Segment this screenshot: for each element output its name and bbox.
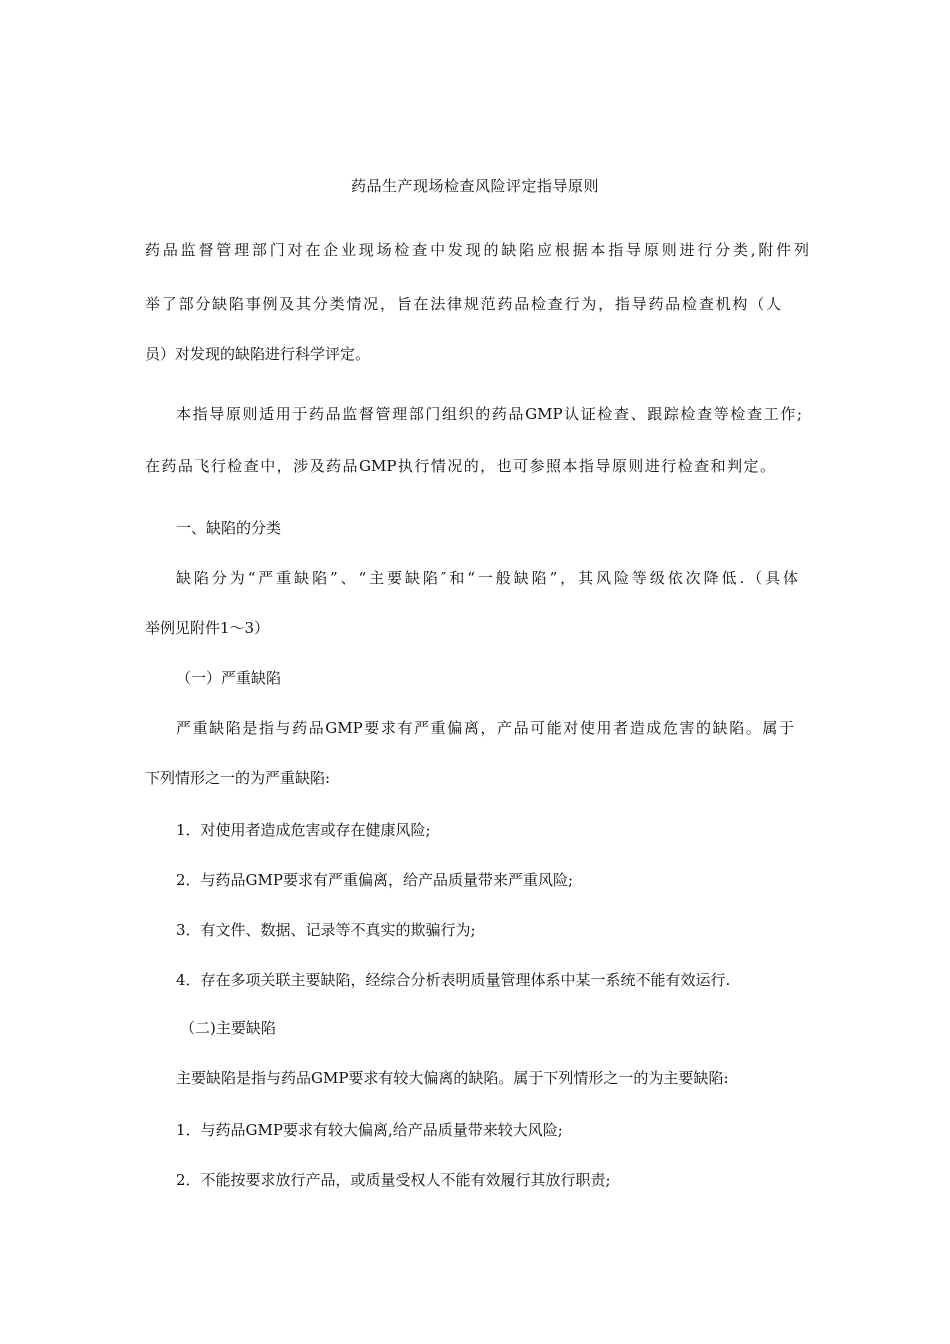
paragraph-3-line-1: 缺陷分为“严重缺陷”、“主要缺陷″和“一般缺陷”，其风险等级依次降低.（具体	[176, 569, 798, 587]
paragraph-1-line-3: 员）对发现的缺陷进行科学评定。	[145, 345, 371, 363]
paragraph-1-line-1: 药品监督管理部门对在企业现场检查中发现的缺陷应根据本指导原则进行分类,附件列	[145, 241, 809, 259]
section-heading-defect-classification: 一、缺陷的分类	[176, 519, 282, 537]
paragraph-2-line-2: 在药品飞行检查中，涉及药品GMP执行情况的，也可参照本指导原则进行检查和判定。	[145, 457, 775, 475]
paragraph-5: 主要缺陷是指与药品GMP要求有较大偏离的缺陷。属于下列情形之一的为主要缺陷:	[176, 1069, 729, 1087]
subsection-heading-major-defects: （二)主要缺陷	[180, 1019, 276, 1037]
subsection-heading-severe-defects: （一）严重缺陷	[176, 669, 282, 687]
severe-item-1: 1．对使用者造成危害或存在健康风险;	[176, 821, 431, 839]
paragraph-4-line-2: 下列情形之一的为严重缺陷:	[145, 769, 331, 787]
major-item-2: 2．不能按要求放行产品，或质量受权人不能有效履行其放行职责;	[176, 1171, 611, 1189]
paragraph-4-line-1: 严重缺陷是指与药品GMP要求有严重偏离，产品可能对使用者造成危害的缺陷。属于	[176, 719, 794, 737]
paragraph-1-line-2: 举了部分缺陷事例及其分类情况，旨在法律规范药品检查行为，指导药品检查机构（人	[145, 295, 781, 313]
severe-item-4: 4．存在多项关联主要缺陷，经综合分析表明质量管理体系中某一系统不能有效运行.	[176, 971, 731, 989]
paragraph-3-line-2: 举例见附件1～3）	[145, 619, 270, 637]
paragraph-2-line-1: 本指导原则适用于药品监督管理部门组织的药品GMP认证检查、跟踪检查等检查工作;	[176, 405, 802, 423]
severe-item-3: 3．有文件、数据、记录等不真实的欺骗行为;	[176, 921, 476, 939]
severe-item-2: 2．与药品GMP要求有严重偏离，给产品质量带来严重风险;	[176, 871, 574, 889]
document-title: 药品生产现场检查风险评定指导原则	[350, 177, 599, 195]
major-item-1: 1．与药品GMP要求有较大偏离,给产品质量带来较大风险;	[176, 1121, 563, 1139]
